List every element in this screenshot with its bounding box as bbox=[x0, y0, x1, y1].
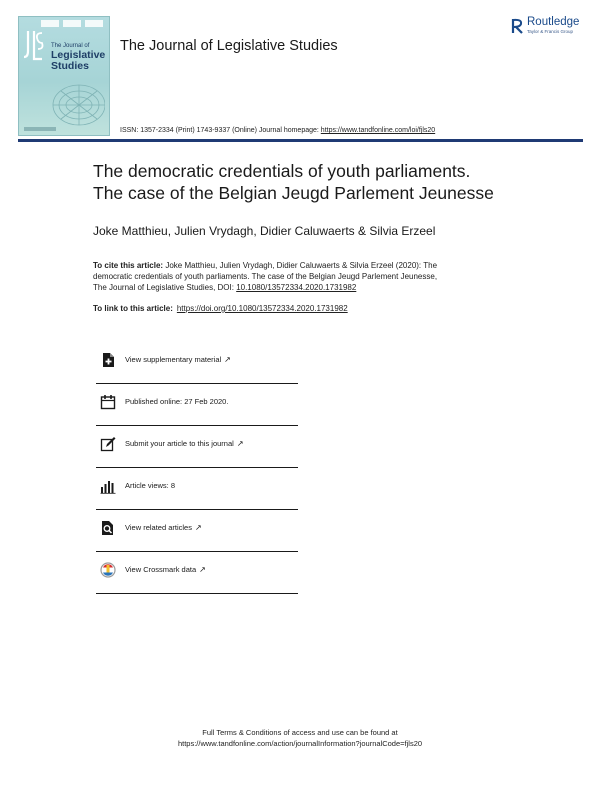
citation-line1 bbox=[93, 260, 513, 271]
action-label: View Crossmark data ↗ bbox=[125, 565, 206, 574]
journal-cover-image[interactable] bbox=[18, 16, 110, 136]
action-submit-article[interactable] bbox=[96, 426, 298, 468]
article-authors: Joke Matthieu, Julien Vrydagh, Didier Caluwaerts & Silvia Erzeel bbox=[93, 224, 436, 238]
doi-link[interactable]: 10.1080/13572334.2020.1731982 bbox=[236, 283, 357, 292]
journal-homepage-link[interactable]: https://www.tandfonline.com/loi/fjls20 bbox=[320, 127, 436, 134]
article-link-line bbox=[93, 304, 348, 313]
action-published-online bbox=[96, 384, 298, 426]
publisher-logo[interactable] bbox=[511, 16, 591, 40]
issn-line bbox=[120, 127, 435, 134]
cover-strip bbox=[41, 20, 59, 27]
action-label: View supplementary material ↗ bbox=[125, 355, 231, 364]
external-link-icon: ↗ bbox=[199, 565, 206, 574]
article-title-line2: The case of the Belgian Jeugd Parlement Jeunesse bbox=[93, 183, 494, 203]
cover-title-small: The Journal of bbox=[51, 43, 90, 49]
article-doi-url[interactable]: https://doi.org/10.1080/13572334.2020.1731982 bbox=[176, 304, 348, 313]
bar-chart-icon bbox=[100, 478, 116, 494]
publisher-name: Routledge bbox=[527, 16, 580, 28]
citation-text1: Joke Matthieu, Julien Vrydagh, Didier Caluwaerts & Silvia Erzeel (2020): The bbox=[165, 261, 438, 270]
related-search-icon bbox=[100, 520, 116, 536]
action-crossmark[interactable] bbox=[96, 552, 298, 594]
citation-text3: The Journal of Legislative Studies, DOI: bbox=[93, 283, 237, 292]
cover-parliament-illustration bbox=[39, 75, 105, 131]
terms-footer bbox=[100, 727, 500, 749]
publisher-tagline: Taylor & Francis Group bbox=[527, 29, 574, 34]
issn-text: ISSN: 1357-2334 (Print) 1743-9337 (Online) Journal homepage: bbox=[120, 127, 321, 134]
cover-publisher-mark bbox=[24, 127, 56, 131]
link-label: To link to this article: bbox=[93, 304, 173, 313]
cover-strip bbox=[85, 20, 103, 27]
citation-label: To cite this article: bbox=[93, 261, 164, 270]
action-label: Published online: 27 Feb 2020. bbox=[125, 397, 229, 406]
action-label: View related articles ↗ bbox=[125, 523, 202, 532]
cover-title-line1: Legislative bbox=[51, 49, 106, 61]
action-supplementary[interactable] bbox=[96, 342, 298, 384]
external-link-icon: ↗ bbox=[194, 523, 202, 532]
cover-title-line2: Studies bbox=[51, 60, 89, 72]
citation-block bbox=[93, 260, 513, 293]
edit-icon bbox=[100, 436, 116, 452]
calendar-icon bbox=[100, 394, 116, 410]
citation-line2: democratic credentials of youth parliaments. The case of the Belgian Jeugd Parlement Jeunesse, bbox=[93, 272, 438, 281]
article-title bbox=[93, 160, 563, 204]
cover-strip bbox=[63, 20, 81, 27]
action-related-articles[interactable] bbox=[96, 510, 298, 552]
action-label: Article views: 8 bbox=[125, 481, 176, 490]
action-label: Submit your article to this journal ↗ bbox=[125, 439, 244, 448]
footer-line1: Full Terms & Conditions of access and use can be found at bbox=[202, 728, 398, 737]
cover-monogram-icon bbox=[24, 29, 44, 69]
cover-title bbox=[51, 43, 109, 72]
supplementary-icon bbox=[100, 352, 116, 368]
article-title-line1: The democratic credentials of youth parliaments. bbox=[93, 161, 471, 181]
header-divider bbox=[18, 139, 583, 142]
citation-line3 bbox=[93, 282, 513, 293]
external-link-icon: ↗ bbox=[236, 439, 244, 448]
external-link-icon: ↗ bbox=[224, 355, 231, 364]
journal-title[interactable]: The Journal of Legislative Studies bbox=[120, 38, 338, 54]
crossmark-icon bbox=[100, 562, 116, 578]
footer-terms-url[interactable]: https://www.tandfonline.com/action/journalInformation?journalCode=fjls20 bbox=[177, 739, 423, 748]
action-article-views bbox=[96, 468, 298, 510]
routledge-logo-icon bbox=[511, 17, 524, 35]
